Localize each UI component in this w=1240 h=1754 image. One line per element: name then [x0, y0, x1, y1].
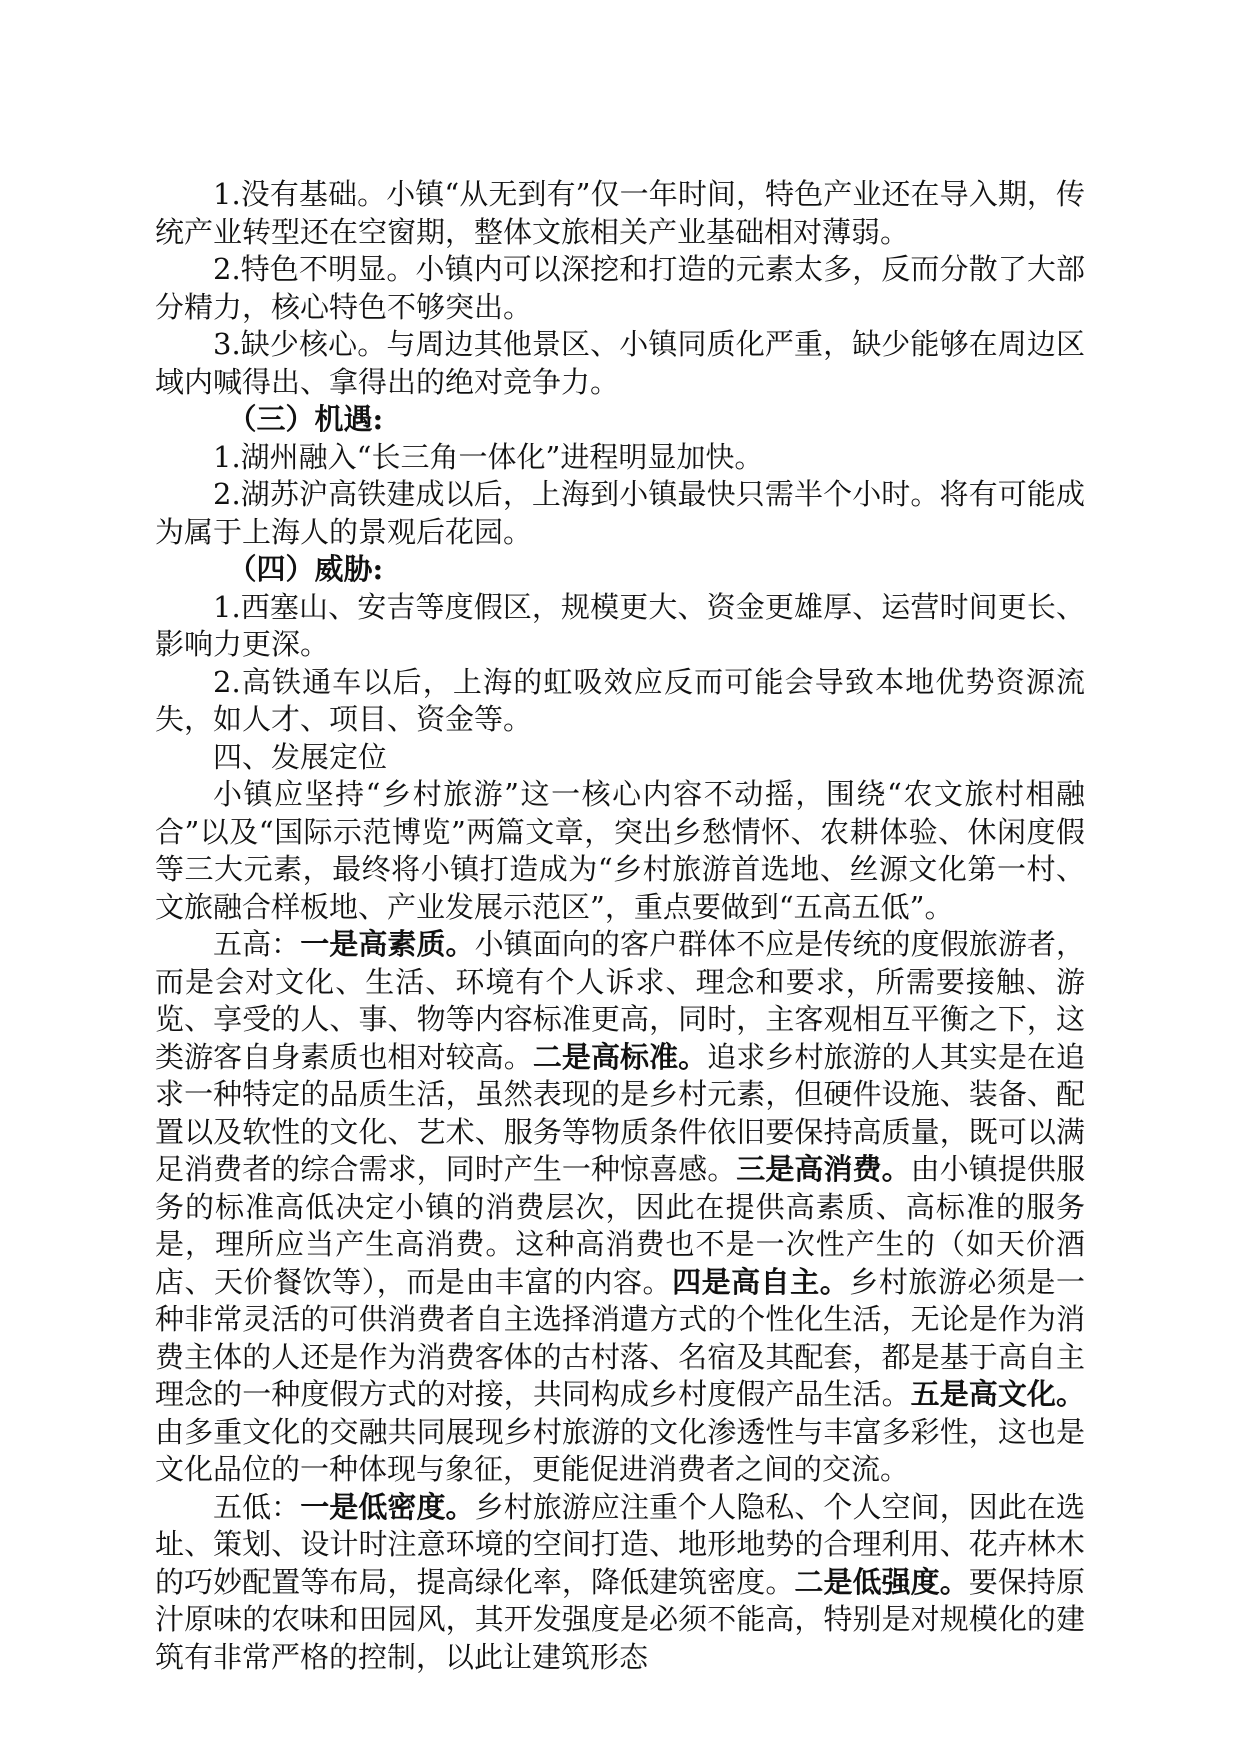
- low-density-title: 一是低密度。: [300, 1489, 475, 1524]
- five-low-paragraph: [155, 1489, 1085, 1677]
- five-high-lead: 五高：: [213, 927, 301, 961]
- high-quality-text: 小镇面向的客户群体不应是传统的度假旅游者，而是会对文化、生活、环境有个人诉求、理念和要求，所需要接触、游览、享受的人、事、物等内容标准更高，同时，主客观相互平衡之下，这类游客自身素质也相对较高。: [155, 927, 1085, 1074]
- high-autonomy-text: 乡村旅游必须是一种非常灵活的可供消费者自主选择消遣方式的个性化生活，无论是作为消费主体的人还是作为消费客体的古村落、名宿及其配套，都是基于高自主理念的一种度假方式的对接，共同构成乡村度假产品生活。: [155, 1264, 1085, 1411]
- document-page: [155, 176, 1085, 1676]
- opportunity-item-2: 2.湖苏沪高铁建成以后，上海到小镇最快只需半个小时。将有可能成为属于上海人的景观后花园。: [155, 477, 1085, 549]
- high-autonomy-title: 四是高自主。: [672, 1264, 850, 1299]
- positioning-intro: 小镇应坚持“乡村旅游”这一核心内容不动摇，围绕“农文旅村相融合”以及“国际示范博览”两篇文章，突出乡愁情怀、农耕体验、休闲度假等三大元素，最终将小镇打造成为“乡村旅游首选地、丝源文化第一村、文旅融合样板地、产业发展示范区”，重点要做到“五高五低”。: [155, 777, 1085, 924]
- high-consumption-text: 由小镇提供服务的标准高低决定小镇的消费层次，因此在提供高素质、高标准的服务是，理所应当产生高消费。这种高消费也不是一次性产生的（如天价酒店、天价餐饮等），而是由丰富的内容。: [155, 1152, 1085, 1299]
- high-quality-title: 一是高素质。: [300, 927, 475, 961]
- high-culture-title: 五是高文化。: [910, 1377, 1085, 1411]
- five-low-lead: 五低：: [213, 1489, 301, 1524]
- low-density-text: 乡村旅游应注重个人隐私、个人空间，因此在选址、策划、设计时注意环境的空间打造、地形地势的合理利用、花卉林木的巧妙配置等布局，提高绿化率，降低建筑密度。: [155, 1489, 1085, 1599]
- threats-heading: （四）威胁:: [227, 552, 384, 586]
- low-intensity-title: 二是低强度。: [794, 1564, 969, 1599]
- high-consumption-title: 三是高消费。: [736, 1152, 911, 1186]
- weakness-item-3: 3.缺少核心。与周边其他景区、小镇同质化严重，缺少能够在周边区域内喊得出、拿得出的绝对竞争力。: [155, 327, 1085, 399]
- opportunities-heading: （三）机遇:: [227, 402, 384, 436]
- low-intensity-text: 要保持原汁原味的农味和田园风，其开发强度是必须不能高，特别是对规模化的建筑有非常严格的控制，以此让建筑形态: [155, 1564, 1085, 1674]
- five-high-paragraph: [155, 926, 1085, 1489]
- high-culture-text: 由多重文化的交融共同展现乡村旅游的文化渗透性与丰富多彩性，这也是文化品位的一种体现与象征，更能促进消费者之间的交流。: [155, 1414, 1085, 1486]
- threat-item-1: 1.西塞山、安吉等度假区，规模更大、资金更雄厚、运营时间更长、影响力更深。: [155, 589, 1085, 661]
- high-standard-title: 二是高标准。: [532, 1039, 708, 1074]
- high-standard-text: 追求乡村旅游的人其实是在追求一种特定的品质生活，虽然表现的是乡村元素，但硬件设施、装备、配置以及软性的文化、艺术、服务等物质条件依旧要保持高质量，既可以满足消费者的综合需求，同时产生一种惊喜感。: [155, 1039, 1085, 1186]
- opportunity-item-1: 1.湖州融入“长三角一体化”进程明显加快。: [213, 439, 764, 474]
- positioning-heading: 四、发展定位: [213, 739, 388, 774]
- weakness-item-1: 1.没有基础。小镇“从无到有”仅一年时间，特色产业还在导入期，传统产业转型还在空窗期，整体文旅相关产业基础相对薄弱。: [155, 177, 1085, 249]
- weakness-item-2: 2.特色不明显。小镇内可以深挖和打造的元素太多，反而分散了大部分精力，核心特色不够突出。: [155, 252, 1085, 324]
- threat-item-2: 2.高铁通车以后，上海的虹吸效应反而可能会导致本地优势资源流失，如人才、项目、资金等。: [155, 664, 1085, 736]
